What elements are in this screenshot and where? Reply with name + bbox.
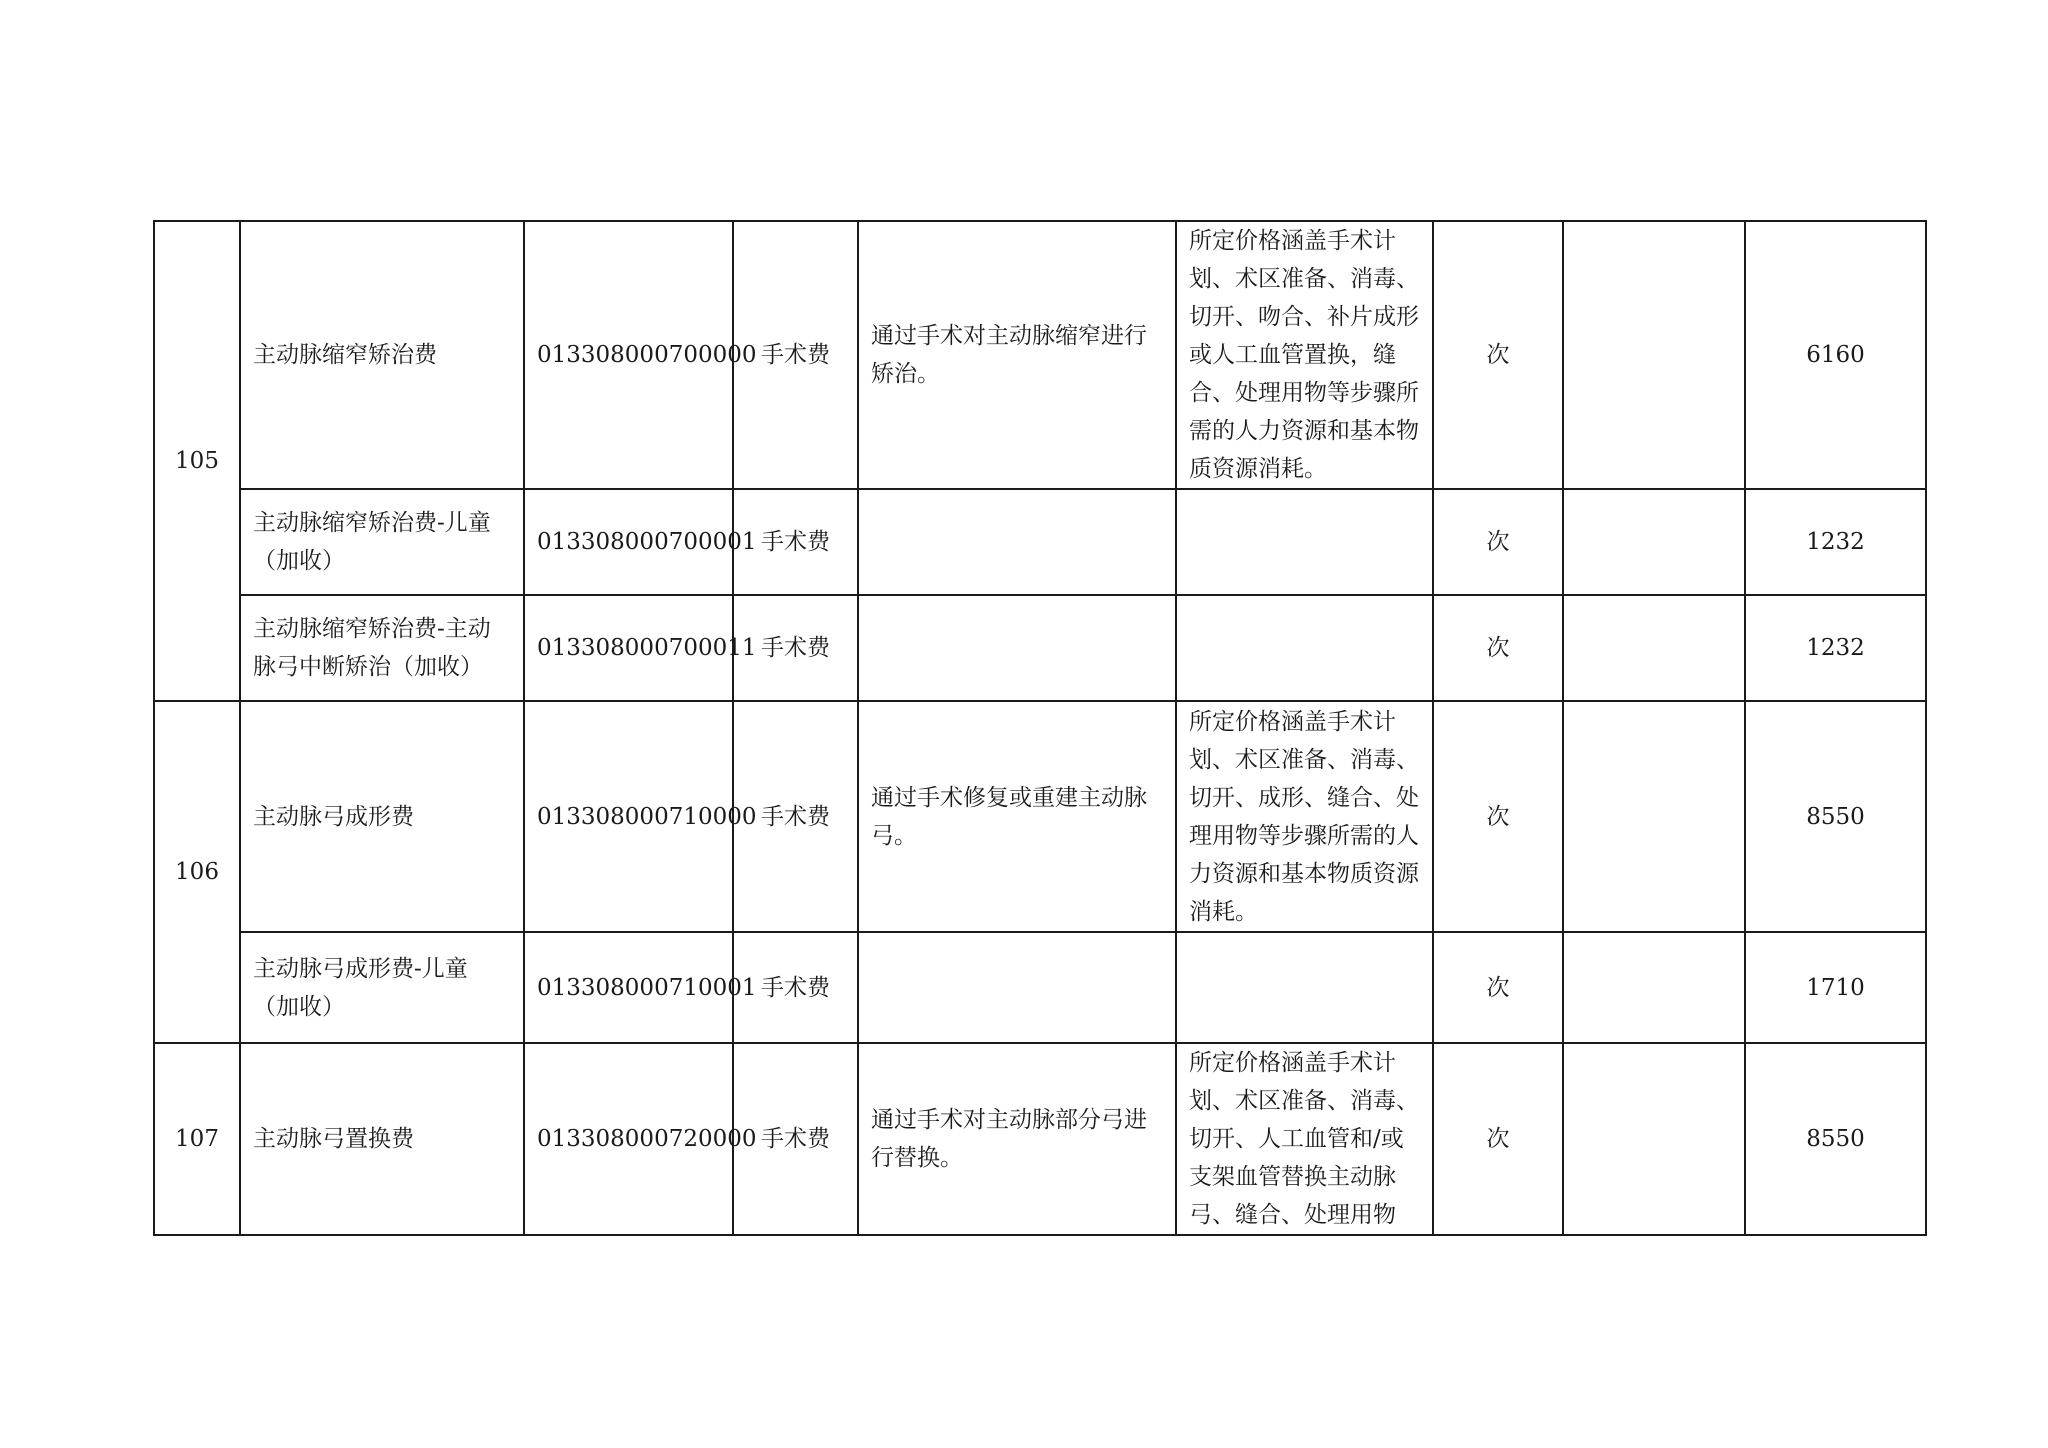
pricing-unit-cell: 次: [1433, 1043, 1563, 1235]
price-cell: 1710: [1745, 932, 1926, 1043]
table-row: [154, 221, 1926, 489]
note-cell: [1563, 489, 1745, 595]
price-coverage-cell: 所定价格涵盖手术计划、术区准备、消毒、切开、成形、缝合、处理用物等步骤所需的人力资源和基本物质资源消耗。: [1176, 701, 1433, 932]
sequence-number-cell: 106: [154, 701, 240, 1043]
item-code-cell: 013308000710001: [524, 932, 733, 1043]
item-code-cell: 013308000710000: [524, 701, 733, 932]
price-cell: 8550: [1745, 701, 1926, 932]
pricing-unit-cell: 次: [1433, 221, 1563, 489]
item-name-cell: 主动脉弓置换费: [240, 1043, 524, 1235]
price-coverage-cell: 所定价格涵盖手术计划、术区准备、消毒、切开、人工血管和/或支架血管替换主动脉弓、缝合、处理用物: [1176, 1043, 1433, 1235]
table-row: [154, 595, 1926, 701]
item-name-cell: 主动脉缩窄矫治费-主动脉弓中断矫治（加收）: [240, 595, 524, 701]
note-cell: [1563, 932, 1745, 1043]
fee-type-cell: 手术费: [733, 489, 858, 595]
pricing-unit-cell: 次: [1433, 932, 1563, 1043]
note-cell: [1563, 701, 1745, 932]
fee-type-cell: 手术费: [733, 932, 858, 1043]
price-cell: 8550: [1745, 1043, 1926, 1235]
fee-type-cell: 手术费: [733, 595, 858, 701]
price-coverage-cell: [1176, 489, 1433, 595]
item-code-cell: 013308000700001: [524, 489, 733, 595]
table-row: [154, 1043, 1926, 1235]
pricing-unit-cell: 次: [1433, 701, 1563, 932]
price-cell: 1232: [1745, 489, 1926, 595]
sequence-number-cell: 105: [154, 221, 240, 701]
fee-type-cell: 手术费: [733, 701, 858, 932]
price-coverage-cell: [1176, 595, 1433, 701]
pricing-unit-cell: 次: [1433, 595, 1563, 701]
sequence-number-cell: 107: [154, 1043, 240, 1235]
price-cell: 1232: [1745, 595, 1926, 701]
service-content-cell: 通过手术对主动脉缩窄进行矫治。: [858, 221, 1176, 489]
item-name-cell: 主动脉弓成形费: [240, 701, 524, 932]
note-cell: [1563, 221, 1745, 489]
item-code-cell: 013308000700011: [524, 595, 733, 701]
item-name-cell: 主动脉缩窄矫治费-儿童（加收）: [240, 489, 524, 595]
pricing-unit-cell: 次: [1433, 489, 1563, 595]
price-coverage-cell: [1176, 932, 1433, 1043]
service-content-cell: 通过手术对主动脉部分弓进行替换。: [858, 1043, 1176, 1235]
item-code-cell: 013308000700000: [524, 221, 733, 489]
table-row: [154, 489, 1926, 595]
fee-type-cell: 手术费: [733, 221, 858, 489]
fee-type-cell: 手术费: [733, 1043, 858, 1235]
item-code-cell: 013308000720000: [524, 1043, 733, 1235]
price-cell: 6160: [1745, 221, 1926, 489]
service-content-cell: 通过手术修复或重建主动脉弓。: [858, 701, 1176, 932]
item-name-cell: 主动脉弓成形费-儿童（加收）: [240, 932, 524, 1043]
service-content-cell: [858, 489, 1176, 595]
item-name-cell: 主动脉缩窄矫治费: [240, 221, 524, 489]
service-content-cell: [858, 932, 1176, 1043]
note-cell: [1563, 1043, 1745, 1235]
price-table: [153, 220, 1927, 1236]
price-coverage-cell: 所定价格涵盖手术计划、术区准备、消毒、切开、吻合、补片成形或人工血管置换，缝合、处理用物等步骤所需的人力资源和基本物质资源消耗。: [1176, 221, 1433, 489]
note-cell: [1563, 595, 1745, 701]
table-row: [154, 932, 1926, 1043]
service-content-cell: [858, 595, 1176, 701]
table-row: [154, 701, 1926, 932]
